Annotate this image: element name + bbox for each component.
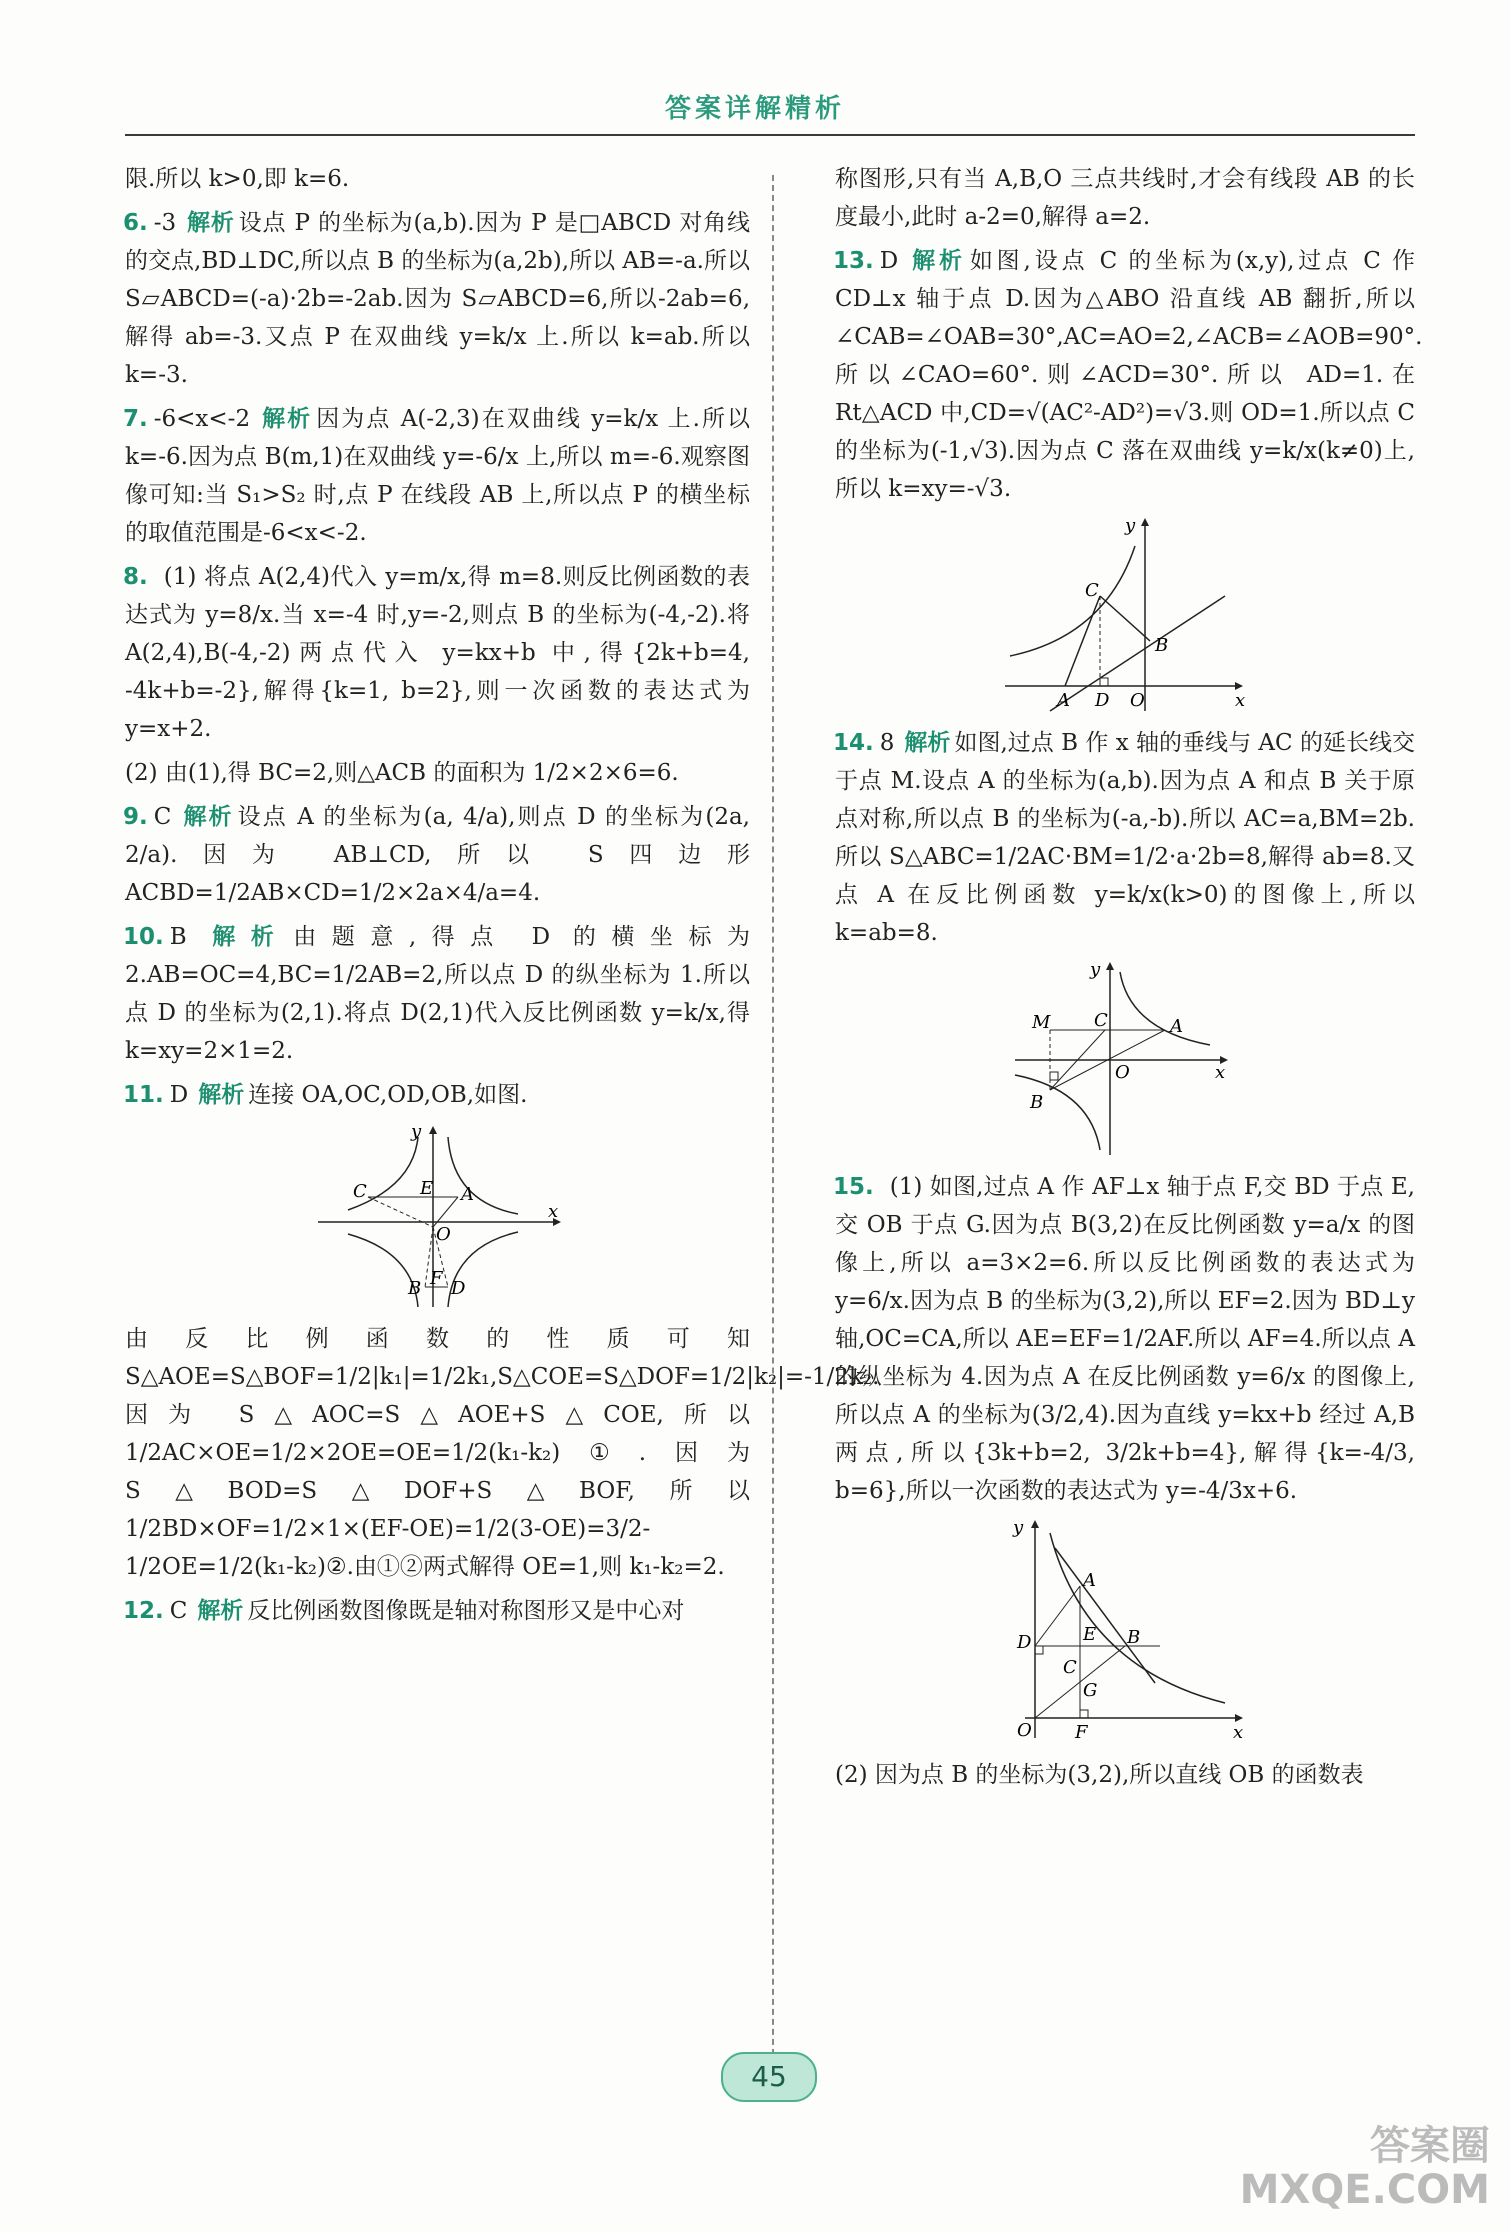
figure-label: D <box>450 1278 465 1299</box>
analysis-label: 解析 <box>198 1082 245 1108</box>
figure-11-hyperbola <box>308 1122 568 1312</box>
analysis-label: 解析 <box>186 210 235 236</box>
figure-label: y <box>410 1122 421 1142</box>
analysis-label: 解析 <box>908 248 966 274</box>
item-number: 10. <box>123 924 164 950</box>
figure-label: C <box>1085 580 1099 601</box>
answer-item-6 <box>125 204 750 394</box>
answer-item-14 <box>835 724 1415 952</box>
item-answer: 8 <box>879 730 895 756</box>
figure-label: y <box>1125 516 1136 536</box>
answer-item-11-cont <box>125 1320 880 1586</box>
figure-label: D <box>1095 690 1110 711</box>
answer-item-12 <box>125 1592 750 1630</box>
figure-label: B <box>1155 635 1169 656</box>
item-number: 6. <box>123 210 148 236</box>
figure-label: x <box>1233 1722 1244 1743</box>
figure-label: A <box>1057 690 1070 711</box>
item-number: 9. <box>123 804 148 830</box>
figure-label: y <box>1090 960 1101 980</box>
item-answer: -6<x<-2 <box>153 406 251 432</box>
item-text: 由题意,得点 D 的横坐标为 2.AB=OC=4,BC=1/2AB=2,所以点 D 的纵坐标为 1.所以点 D 的坐标为(2,1).将点 D(2,1)代入反比例函数 y=k/x,得 k=xy=2×1=2. <box>125 924 750 1064</box>
item-text: 设点 P 的坐标为(a,b).因为 P 是□ABCD 对角线的交点,BD⊥DC,所以点 B 的坐标为(a,2b),所以 AB=-a.所以 S▱ABCD=(-a)·2b=-2ab.因为 S▱ABCD=6,所以-2ab=6,解得 ab=-3.又点 P 在双曲线 y=k/x 上.所以 k=ab.所以 k=-3. <box>125 210 751 388</box>
item-number: 14. <box>833 730 874 756</box>
figure-label: E <box>1083 1624 1097 1645</box>
item-number: 8. <box>123 564 148 590</box>
answer-item-15 <box>835 1168 1415 1510</box>
figure-label: C <box>1094 1010 1108 1031</box>
figure-label: x <box>547 1201 558 1222</box>
page-number: 45 <box>721 2052 817 2102</box>
figure-label: O <box>1115 1062 1130 1083</box>
figure-13-fold <box>995 516 1255 716</box>
item-answer: -3 <box>153 210 177 236</box>
item-text: 如图,设点 C 的坐标为(x,y),过点 C 作 CD⊥x 轴于点 D.因为△ABO 沿直线 AB 翻折,所以∠CAB=∠OAB=30°,AC=AO=2,∠ACB=∠AOB=90°.所以∠CAO=60°.则∠ACD=30°.所以 AD=1.在 Rt△ACD 中,CD=√(AC²-AD²)=√3.则 OD=1.所以点 C 的坐标为(-1,√3).因为点 C 落在双曲线 y=k/x(k≠0)上,所以 k=xy=-√3. <box>835 248 1423 502</box>
item-number: 13. <box>833 248 874 274</box>
column-divider <box>772 175 774 2075</box>
analysis-label: 解析 <box>196 924 290 950</box>
answer-item-12-cont <box>835 160 1415 236</box>
figure-label: B <box>407 1278 421 1299</box>
figure-label: C <box>352 1181 367 1202</box>
item-text: 因为点 A(-2,3)在双曲线 y=k/x 上.所以 k=-6.因为点 B(m,1)在双曲线 y=-6/x 上,所以 m=-6.观察图像可知:当 S₁>S₂ 时,点 P 在线段 AB 上,所以点 P 的横坐标的取值范围是-6<x<-2. <box>125 406 751 546</box>
item-answer: B <box>169 924 187 950</box>
item-text: (2) 因为点 B 的坐标为(3,2),所以直线 OB 的函数表 <box>835 1762 1364 1788</box>
figure-label: D <box>1017 1632 1032 1653</box>
figure-label: B <box>1030 1092 1044 1113</box>
analysis-label: 解析 <box>904 730 951 756</box>
page-header-title: 答案详解精析 <box>664 94 845 124</box>
item-number: 7. <box>123 406 148 432</box>
item-text: 称图形,只有当 A,B,O 三点共线时,才会有线段 AB 的长度最小,此时 a-2=0,解得 a=2. <box>835 166 1415 230</box>
figure-label: A <box>1170 1016 1183 1037</box>
figure-label: G <box>1083 1680 1098 1701</box>
figure-label: C <box>1063 1657 1077 1678</box>
answer-item-7 <box>125 400 750 552</box>
watermark-line: MXQE.COM <box>1239 2167 1490 2213</box>
figure-label: B <box>1127 1627 1141 1648</box>
answer-item-10 <box>125 918 750 1070</box>
figure-label: E <box>419 1178 433 1199</box>
item-text: (1) 将点 A(2,4)代入 y=m/x,得 m=8.则反比例函数的表达式为 y=8/x.当 x=-4 时,y=-2,则点 B 的坐标为(-4,-2).将 A(2,4),B(-4,-2)两点代入 y=kx+b 中,得{2k+b=4, -4k+b=-2},解得{k=1, b=2},则一次函数的表达式为 y=x+2. <box>125 564 750 742</box>
item-text: 反比例函数图像既是轴对称图形又是中心对 <box>247 1598 685 1624</box>
figure-label: O <box>1017 1720 1032 1741</box>
analysis-label: 解析 <box>260 406 313 432</box>
item-text: 如图,过点 B 作 x 轴的垂线与 AC 的延长线交于点 M.设点 A 的坐标为(a,b).因为点 A 和点 B 关于原点对称,所以点 B 的坐标为(-a,-b).所以 AC=a,BM=2b.所以 S△ABC=1/2AC·BM=1/2·a·2b=8,解得 ab=8.又点 A 在反比例函数 y=k/x(k>0)的图像上,所以 k=ab=8. <box>835 730 1415 946</box>
figure-label: y <box>1013 1518 1024 1538</box>
right-column <box>833 160 1423 1800</box>
item-number: 11. <box>123 1082 164 1108</box>
item-text: 设点 A 的坐标为(a, 4/a),则点 D 的坐标为(2a, 2/a).因为 AB⊥CD,所以 S四边形ACBD=1/2AB×CD=1/2×2a×4/a=4. <box>125 804 750 906</box>
figure-label: x <box>1235 690 1246 711</box>
header-rule <box>125 134 1415 136</box>
item-answer: D <box>169 1082 189 1108</box>
item-text: (1) 如图,过点 A 作 AF⊥x 轴于点 F,交 BD 于点 E,交 OB 于点 G.因为点 B(3,2)在反比例函数 y=a/x 的图像上,所以 a=3×2=6.所以反比例函数的表达式为 y=6/x.因为点 B 的坐标为(3,2),所以 EF=2.因为 BD⊥y 轴,OC=CA,所以 AE=EF=1/2AF.所以 AF=4.所以点 A 的纵坐标为 4.因为点 A 在反比例函数 y=6/x 的图像上,所以点 A 的坐标为(3/2,4).因为直线 y=kx+b 经过 A,B 两点,所以{3k+b=2, 3/2k+b=4},解得{k=-4/3, b=6},所以一次函数的表达式为 y=-4/3x+6. <box>835 1174 1415 1504</box>
figure-label: A <box>1083 1570 1096 1591</box>
item-answer: C <box>169 1598 188 1624</box>
item-number: 15. <box>833 1174 874 1200</box>
watermark-line: 答案圈 <box>1370 2123 1490 2169</box>
answer-item-13 <box>833 242 1423 508</box>
answer-item-15-2 <box>835 1756 1415 1794</box>
item-answer: C <box>153 804 172 830</box>
figure-14-symmetric <box>1010 960 1240 1160</box>
analysis-label: 解析 <box>181 804 234 830</box>
answer-item <box>125 160 750 198</box>
figure-label: F <box>429 1268 442 1289</box>
item-number: 12. <box>123 1598 164 1624</box>
answer-item-9 <box>125 798 750 912</box>
figure-label: M <box>1032 1012 1051 1033</box>
figure-label: F <box>1075 1722 1088 1743</box>
figure-label: O <box>435 1224 451 1245</box>
figure-label: x <box>1215 1062 1226 1083</box>
analysis-label: 解析 <box>197 1598 244 1624</box>
figure-label: A <box>460 1184 474 1205</box>
item-answer: D <box>879 248 899 274</box>
item-text: 限.所以 k>0,即 k=6. <box>125 166 350 192</box>
item-text: 由反比例函数的性质可知 S△AOE=S△BOF=1/2|k₁|=1/2k₁,S△COE=S△DOF=1/2|k₂|=-1/2k₂.因为 S△AOC=S△AOE+S△COE,所以 1/2AC×OE=1/2×2OE=OE=1/2(k₁-k₂)①.因为 S△BOD=S△DOF+S△BOF,所以 1/2BD×OF=1/2×1×(EF-OE)=1/2(3-OE)=3/2-1/2OE=1/2(k₁-k₂)②.由①②两式解得 OE=1,则 k₁-k₂=2. <box>125 1326 880 1580</box>
figure-15-line-hyperbola <box>995 1518 1255 1748</box>
item-text: (2) 由(1),得 BC=2,则△ACB 的面积为 1/2×2×6=6. <box>125 760 679 786</box>
answer-item-8 <box>125 558 750 748</box>
watermark <box>1240 2124 1490 2212</box>
answer-item-8-2 <box>125 754 750 792</box>
figure-label: O <box>1130 690 1145 711</box>
item-text: 连接 OA,OC,OD,OB,如图. <box>248 1082 528 1108</box>
answer-item-11 <box>125 1076 750 1114</box>
